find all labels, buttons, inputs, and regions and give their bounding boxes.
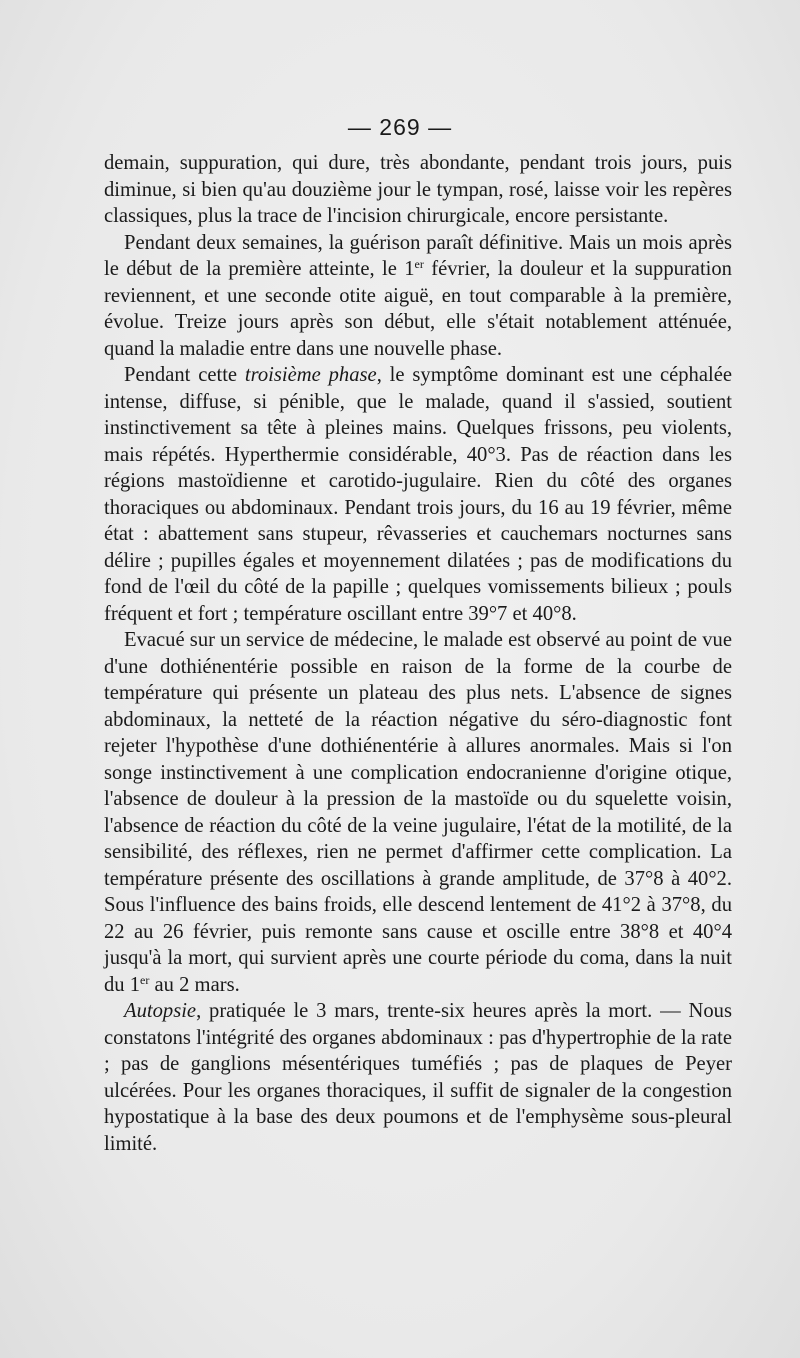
italic-phrase: troisième phase [244,364,377,386]
paragraph-5-text: , pratiquée le 3 mars, trente-six heures après la mort. — Nous constatons l'intégrité des organes abdominaux : pas d'hypertrophie de la rate ; pas de ganglions mésentériques tuméfiés ; pas de plaques de Peyer ulcérées. Pour les organes thoraciques, il suffit de signaler de la congestion hypostatique à la base des deux poumons et de l'emphysème sous-pleural limité. [104,1000,732,1155]
paragraph-5 [104,998,732,1157]
paragraph-2-text-a: Pendant deux semaines, la guérison paraît définitive. Mais un mois après le début de la première atteinte, le 1 [104,231,732,280]
paragraph-3-text-a: Pendant cette [124,364,245,386]
paragraph-2 [104,230,732,363]
page-number: — 269 — [347,114,453,140]
superscript-er-2: er [140,972,150,987]
paragraph-3 [104,362,732,627]
paragraph-3-text-b: , le symptôme dominant est une céphalée intense, diffuse, si pénible, que le malade, quand il s'assied, soutient instinctivement sa tête à pleines mains. Quelques frissons, peu violents, mais répétés. Hyperthermie considérable, 40°3. Pas de réaction dans les régions mastoïdienne et carotido-jugulaire. Rien du côté des organes thoraciques ou abdominaux. Pendant trois jours, du 16 au 19 février, même état : abattement sans stupeur, rêvasseries et cauchemars nocturnes sans délire ; pupilles égales et moyennement dilatées ; pas de modifications du fond de l'œil du côté de la papille ; quelques vomissements bilieux ; pouls fréquent et fort ; température oscillant entre 39°7 et 40°8. [104,364,732,625]
body-text [104,150,732,1157]
superscript-er: er [414,257,424,271]
italic-autopsie: Autopsie [124,1000,197,1022]
paragraph-4-text-a: Evacué sur un service de médecine, le malade est observé au point de vue d'une dothiénentérie possible en raison de la forme de la courbe de température qui présente un plateau des plus nets. L'absence de signes abdominaux, la netteté de la réaction négative du séro-diagnostic font rejeter l'hypothèse d'une dothiénentérie à allures anormales. Mais si l'on songe instinctivement à une complication endocranienne d'origine otique, l'absence de douleur à la pression de la mastoïde ou du squelette voisin, l'absence de réaction du côté de la veine jugulaire, l'état de la motilité, de la sensibilité, des réflexes, rien ne permet d'affirmer cette complication. La température présente des oscillations à grande amplitude, de 37°8 à 40°2. Sous l'influence des bains froids, elle descend lentement de 41°2 à 37°8, du 22 au 26 février, puis remonte sans cause et oscille entre 38°8 et 40°4 jusqu'à la mort, qui survient après une courte période du coma, dans la nuit du 1 [104,629,732,996]
paragraph-4 [104,627,732,998]
paragraph-4-text-b: au 2 mars. [149,973,240,996]
paragraph-2-text-b: février, la douleur et la suppuration reviennent, et une seconde otite aiguë, en tout comparable à la première, évolue. Treize jours après son début, elle s'était notablement atténuée, quand la maladie entre dans une nouvelle phase. [104,258,732,360]
paragraph-1 [104,150,732,230]
paragraph-1-text: demain, suppuration, qui dure, très abondante, pendant trois jours, puis diminue, si bien qu'au douzième jour le tympan, rosé, laisse voir les repères classiques, plus la trace de l'incision chirurgicale, encore persistante. [104,152,732,227]
